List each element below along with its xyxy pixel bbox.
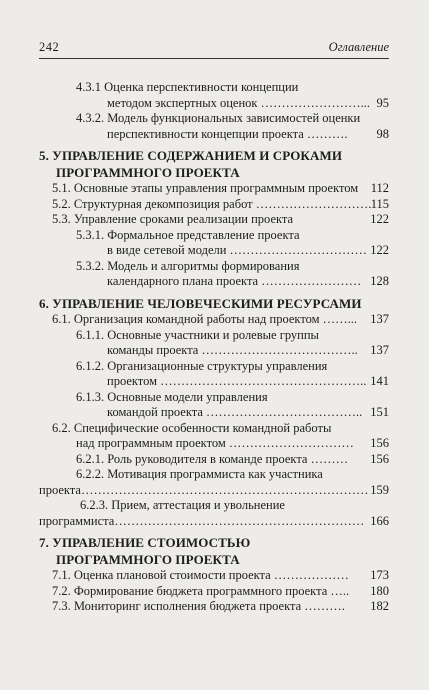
toc-page: 115 <box>370 196 389 211</box>
toc-entry-6-2-cont: над программным проектом ………………………… 156 <box>76 436 389 450</box>
toc-page: 180 <box>370 583 389 598</box>
toc-entry-6-2-1: 6.2.1. Роль руководителя в команде проекта ……… 156 <box>76 451 389 466</box>
toc-entry-7-1: 7.1. Оценка плановой стоимости проекта ……………… 173 <box>52 568 389 582</box>
chapter-heading-6: 6. УПРАВЛЕНИЕ ЧЕЛОВЕЧЕСКИМИ РЕСУРСАМИ <box>39 295 362 311</box>
toc-page: 141 <box>370 374 389 388</box>
toc-entry-6-1-2: 6.1.2. Организационные структуры управления <box>76 358 328 373</box>
page-number: 242 <box>39 40 60 54</box>
toc-entry-6-1-2-cont: проектом ………………………………………….. 141 <box>107 374 389 388</box>
toc-page: 166 <box>370 513 389 528</box>
toc-page: 137 <box>370 343 389 357</box>
toc-entry-6-2-3: 6.2.3. Прием, аттестация и увольнение <box>80 498 285 512</box>
toc-entry-5-3-1-cont: в виде сетевой модели …………………………… 122 <box>107 243 389 257</box>
toc-entry-6-2: 6.2. Специфические особенности командной работы <box>52 420 332 435</box>
page-header <box>39 40 389 59</box>
toc-page: 112 <box>370 181 389 195</box>
toc-page: 156 <box>370 451 389 466</box>
toc-entry-6-1-1: 6.1.1. Основные участники и ролевые группы <box>76 327 319 342</box>
running-title: Оглавление <box>328 40 389 54</box>
toc-entry-6-1-1-cont: команды проекта ……………………………….. 137 <box>107 343 389 357</box>
toc-entry-6-1-3: 6.1.3. Основные модели управления <box>76 389 268 404</box>
toc-entry-5-3-1: 5.3.1. Формальное представление проекта <box>76 227 300 242</box>
toc-entry-7-3: 7.3. Мониторинг исполнения бюджета проекта ………. 182 <box>52 599 389 613</box>
toc-entry-7-2: 7.2. Формирование бюджета программного проекта ….. 180 <box>52 583 389 598</box>
toc-entry-6-1-3-cont: командой проекта ……………………………….. 151 <box>107 405 389 419</box>
toc-entry-5-3-2-cont: календарного плана проекта …………………… 128 <box>107 274 389 288</box>
toc-page: 137 <box>370 312 389 326</box>
table-of-contents <box>39 80 389 615</box>
toc-page: 151 <box>370 405 389 419</box>
toc-entry-6-2-2-cont: проекта…………………………………………………………… 159 <box>39 482 389 497</box>
toc-page: 95 <box>376 95 389 110</box>
toc-entry-6-2-2: 6.2.2. Мотивация программиста как участника <box>76 467 323 481</box>
chapter-heading-5-cont: ПРОГРАММНОГО ПРОЕКТА <box>56 164 240 180</box>
chapter-heading-7: 7. УПРАВЛЕНИЕ СТОИМОСТЬЮ <box>39 535 251 550</box>
toc-entry-4-3-1-cont: методом экспертных оценок ……………………... 95 <box>107 95 389 110</box>
chapter-heading-5: 5. УПРАВЛЕНИЕ СОДЕРЖАНИЕМ И СРОКАМИ <box>39 148 343 163</box>
toc-page: 122 <box>370 243 389 257</box>
toc-page: 182 <box>370 599 389 613</box>
toc-entry-4-3-2-cont: перспективности концепции проекта ………. 98 <box>107 126 389 141</box>
toc-page: 122 <box>370 212 389 226</box>
chapter-heading-7-cont: ПРОГРАММНОГО ПРОЕКТА <box>56 551 240 567</box>
toc-page: 173 <box>370 568 389 582</box>
toc-entry-4-3-2: 4.3.2. Модель функциональных зависимостей оценки <box>76 111 361 125</box>
toc-entry-4-3-1: 4.3.1 Оценка перспективности концепции <box>76 80 299 94</box>
toc-page: 156 <box>370 436 389 450</box>
toc-page: 128 <box>370 274 389 288</box>
toc-entry-5-3: 5.3. Управление сроками реализации проекта 122 <box>52 212 389 226</box>
toc-entry-5-3-2: 5.3.2. Модель и алгоритмы формирования <box>76 258 300 273</box>
toc-entry-6-1: 6.1. Организация командной работы над проектом ……... 137 <box>52 312 389 326</box>
toc-page: 159 <box>370 482 389 497</box>
toc-entry-5-1: 5.1. Основные этапы управления программным проектом 112 <box>52 181 389 195</box>
toc-page: 98 <box>376 126 389 141</box>
toc-entry-6-2-3-cont: программиста…………………………………………………… 166 <box>39 513 389 528</box>
toc-entry-5-2: 5.2. Структурная декомпозиция работ ………………………. 115 <box>52 196 389 211</box>
